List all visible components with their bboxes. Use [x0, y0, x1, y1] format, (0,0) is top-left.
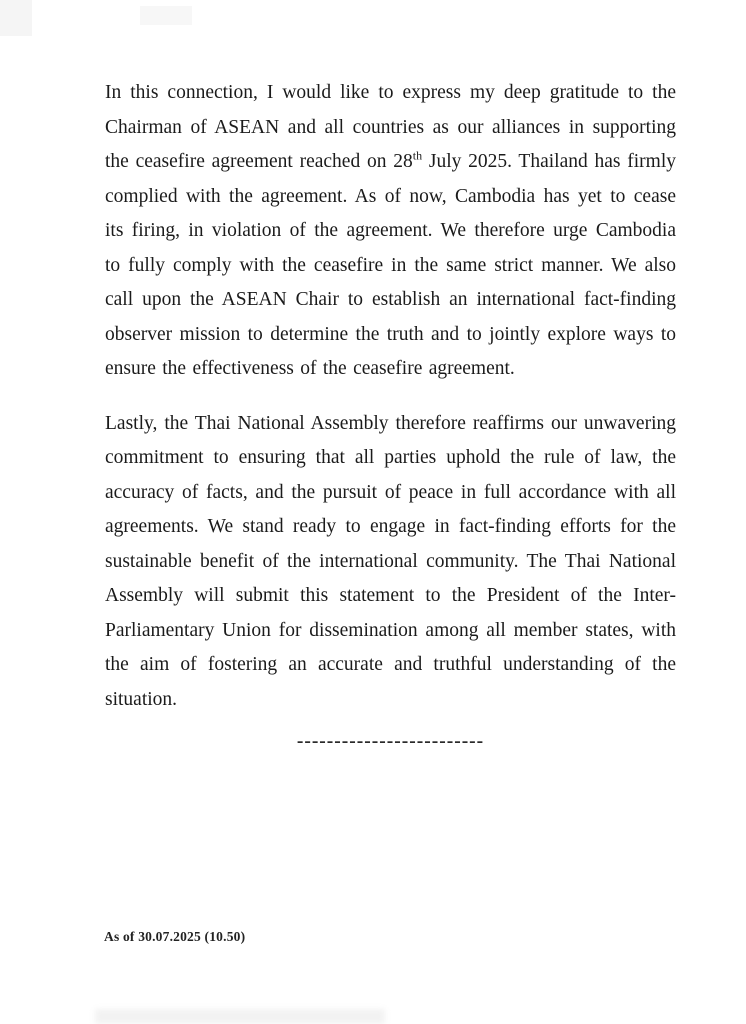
end-of-document-separator: -------------------------: [296, 731, 485, 752]
paragraph-1-text: In this connection, I would like to express my deep gratitude to the Chairman of ASEAN and all countries as our alliances in supporting the ceasefire agreement reached on 28: [105, 82, 676, 172]
ordinal-superscript: th: [412, 148, 423, 163]
footer-timestamp: As of 30.07.2025 (10.50): [104, 929, 246, 944]
paragraph-gratitude-ceasefire: [105, 76, 676, 387]
paragraph-reaffirmation: [105, 407, 676, 718]
paragraph-2-text: Lastly, the Thai National Assembly therefore reaffirms our unwavering commitment to ensuring that all parties uphold the rule of law, the accuracy of facts, and the pursuit of peace in full accordance with all agreements. We stand ready to engage in fact-finding efforts for the sustainable benefit of the international community. The Thai National Assembly will submit this statement to the President of the Inter-Parliamentary Union for dissemination among all member states, with the aim of fostering an accurate and truthful understanding of the situation.: [105, 412, 676, 710]
scan-artifact-bottom: [95, 1009, 385, 1024]
paragraph-1-text-continued: July 2025. Thailand has firmly complied with the agreement. As of now, Cambodia has yet to cease its firing, in violation of the agreement. We therefore urge Cambodia to fully comply with the ceasefire in the same strict manner. We also call upon the ASEAN Chair to establish an international fact-finding observer mission to determine the truth and to jointly explore ways to ensure the effectiveness of the ceasefire agreement.: [105, 151, 676, 379]
